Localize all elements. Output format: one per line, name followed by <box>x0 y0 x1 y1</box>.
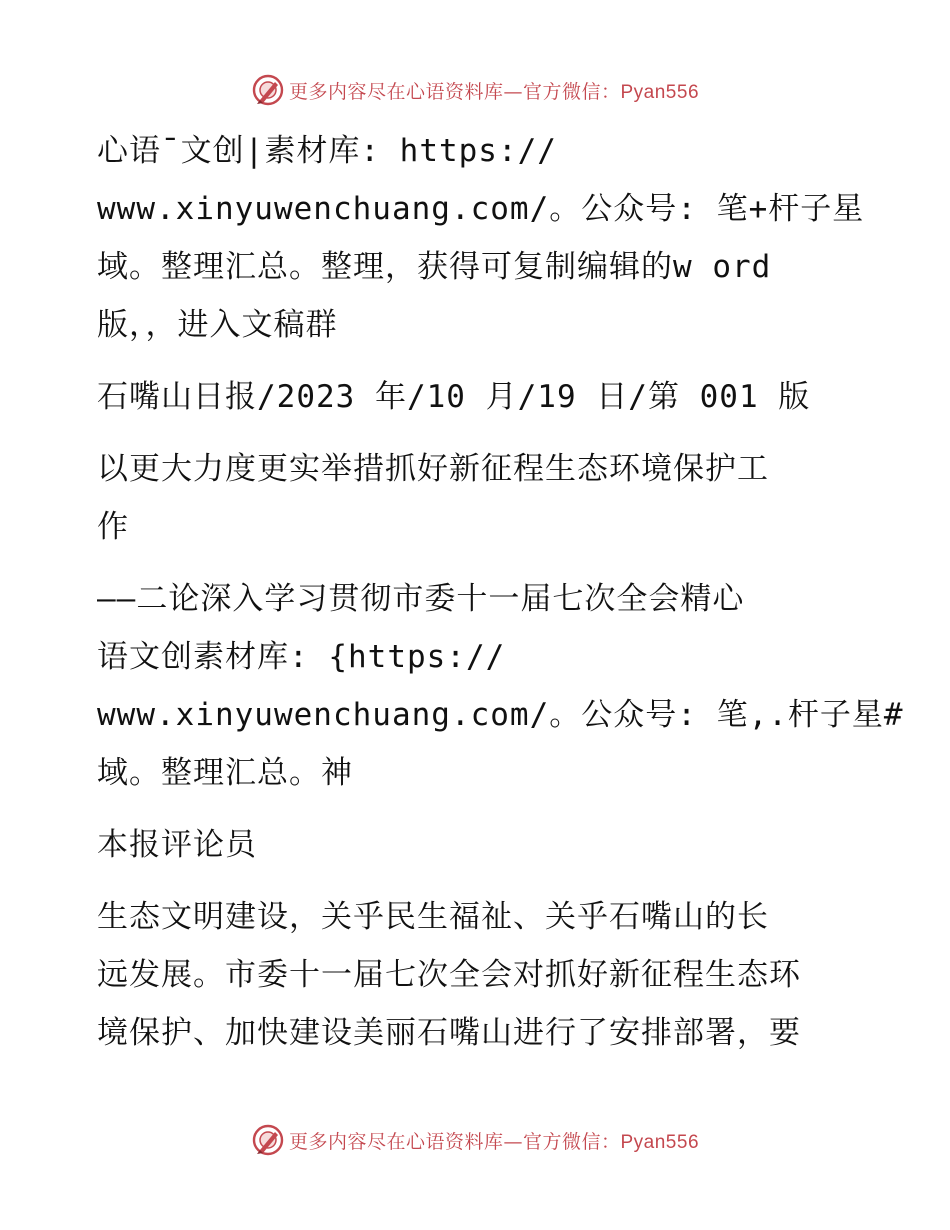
text-line: 版，，进入文稿群 <box>97 307 338 343</box>
pen-logo-icon <box>251 73 285 107</box>
text-line: 以更大力度更实举措抓好新征程生态环境保护工 <box>97 451 769 487</box>
body-paragraph <box>97 888 857 1062</box>
text-line: 远发展。市委十一届七次全会对抓好新征程生态环 <box>97 957 801 993</box>
article-subtitle <box>97 570 904 802</box>
text-line: 生态文明建设，关乎民生福祉、关乎石嘴山的长 <box>97 899 769 935</box>
text-line: 心语¯文创|素材库: https:// <box>97 133 557 169</box>
text-line: 境保护、加快建设美丽石嘴山进行了安排部署，要 <box>97 1015 801 1051</box>
intro-paragraph <box>97 122 865 354</box>
banner-text: 更多内容尽在心语资料库—官方微信：Pyan556 <box>288 1130 700 1153</box>
source-line <box>97 368 857 426</box>
banner-text: 更多内容尽在心语资料库—官方微信：Pyan556 <box>288 80 700 103</box>
text-line: www.xinyuwenchuang.com/。公众号: 笔,.杆子星# <box>97 697 904 733</box>
pen-logo-icon <box>251 1123 285 1157</box>
wechat-id: Pyan556 <box>620 81 700 103</box>
text-line: 域。整理汇总。整理，获得可复制编辑的w ord <box>97 249 772 285</box>
byline <box>97 816 857 874</box>
text-line: www.xinyuwenchuang.com/。公众号: 笔+杆子星 <box>97 191 865 227</box>
document-body <box>97 122 904 1062</box>
article-title <box>97 440 857 556</box>
text-line: 本报评论员 <box>97 827 257 863</box>
text-line: 域。整理汇总。神 <box>97 755 353 791</box>
text-line: 作 <box>97 509 129 545</box>
footer-banner <box>0 1120 950 1160</box>
text-line: 语文创素材库: {https:// <box>97 639 506 675</box>
wechat-id: Pyan556 <box>620 1131 700 1153</box>
text-line: 石嘴山日报/2023 年/10 月/19 日/第 001 版 <box>97 379 811 415</box>
header-banner <box>0 70 950 110</box>
text-line: ——二论深入学习贯彻市委十一届七次全会精心 <box>97 581 745 617</box>
